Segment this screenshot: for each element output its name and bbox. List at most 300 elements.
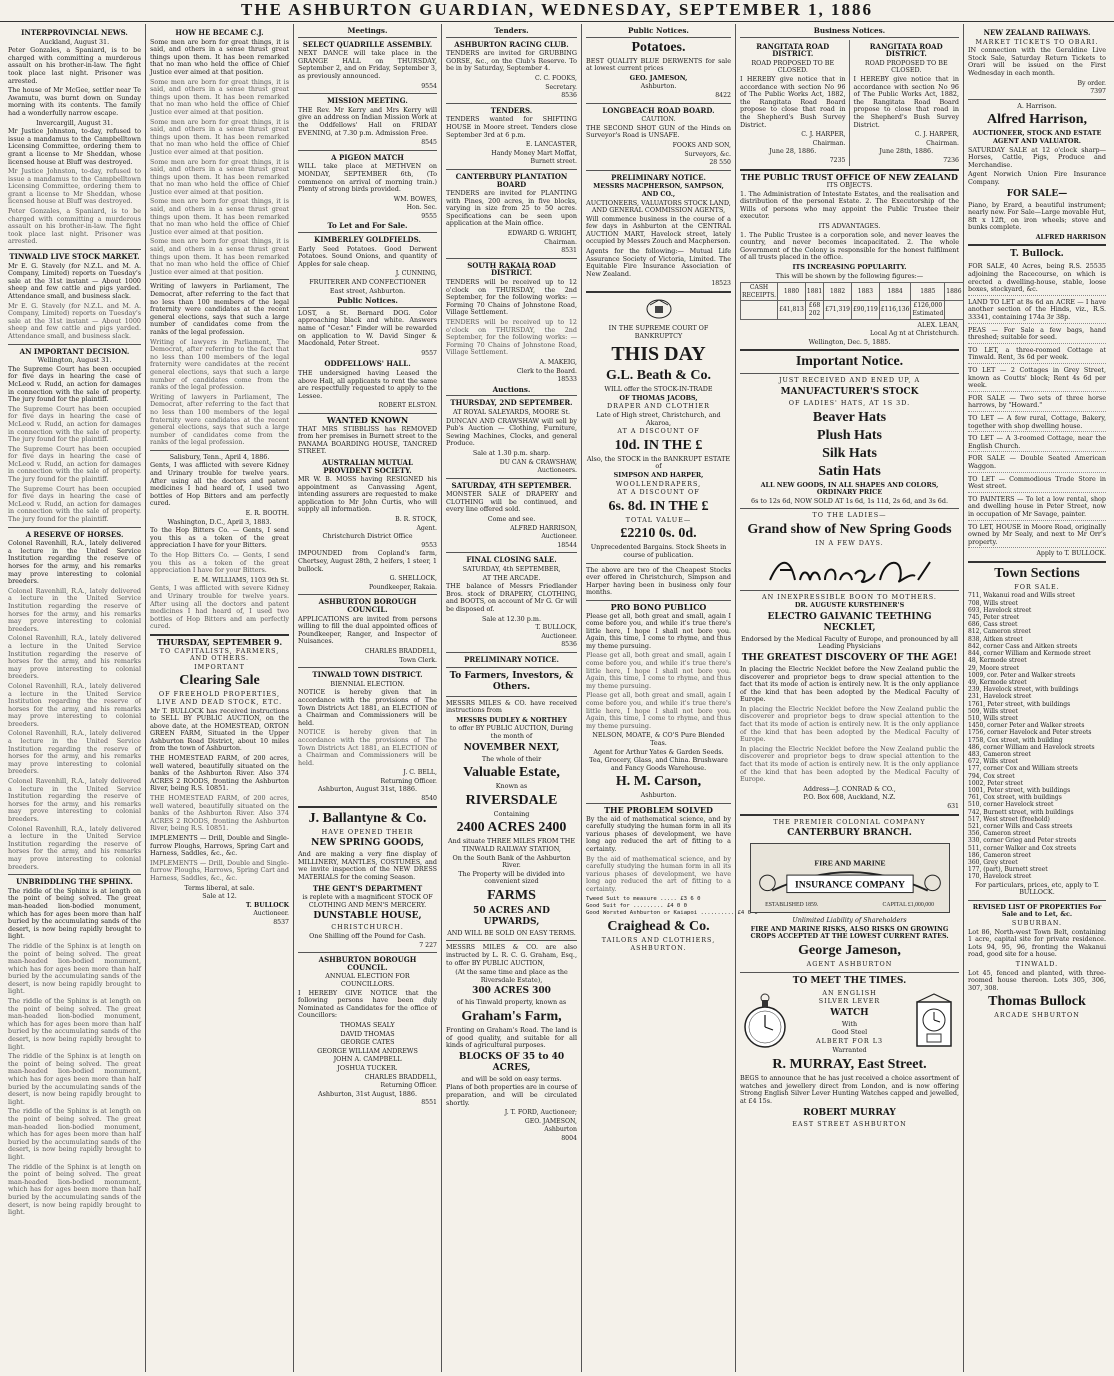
ad-text: WILL take place at METHVEN on MONDAY, SEPTEMBER 6th, (To commence on arrival of morning train.) Plenty of strong birds provided. xyxy=(298,162,437,194)
ad-subtitle: ROAD PROPOSED TO BE CLOSED. xyxy=(864,58,948,75)
ad-heading-murray: R. MURRAY, East Street. xyxy=(772,1057,927,1073)
ad-heading: ELECTRO GALVANIC TEETHING NECKLET, xyxy=(767,611,932,633)
sale-text: Mr T. BULLOCK has received instructions to SELL BY PUBLIC AUCTION, on the above date, at the HOMESTEAD, ORTON GREEN FARM, Situated in the Upper Ashburton Road District, about 10 miles from the town of Ashburton. xyxy=(150,706,289,753)
section-list-item: 483, Cameron street xyxy=(968,750,1031,758)
ad-number: 7397 xyxy=(1090,88,1106,96)
ad-text: Containing xyxy=(493,809,530,818)
ad-signature: GEO. JAMESON, xyxy=(629,73,688,82)
ad-heading: ASHBURTON BOROUGH COUNCIL. xyxy=(318,955,417,972)
article-paragraph: Colonel Ravenhill, R.A., lately delivered a lecture in the United Service Institution regarding the reserve of horses for the army, and his remarks may prove interesting to colonial breeders. xyxy=(8,729,141,776)
ad-product: Plush Hats xyxy=(817,427,882,443)
ad-text: of his Tinwald property, known as xyxy=(456,998,567,1007)
ad-text: The Property will be divided into convenient sized xyxy=(458,869,565,886)
section-list-item: 511, corner Walker and Cox streets xyxy=(968,844,1077,852)
ad-signature: ROBERT ELSTON. xyxy=(378,402,437,410)
ad-signature: B. R. STOCK, xyxy=(395,516,437,524)
ad-subtitle: NEW SPRING GOODS, xyxy=(311,838,424,849)
ad-signature: Poundkeeper, Rakaia. xyxy=(368,583,437,591)
ad-address: ARCADE SHBURTON xyxy=(994,1011,1080,1020)
sale-items: THE HOMESTEAD FARM, of 200 acres, well watered, beautifully situated on the banks of the Ashburton River. Also 374 ACRES 2 ROODS, fronting the Ashburton River, being R.S. 10851. xyxy=(150,794,289,833)
ad-text: Good Steel xyxy=(831,1028,868,1037)
ad-text: TENDERS will be received up to 12 o'clock on THURSDAY, the 2nd September, for the following works: — Forming 70 Chains of Johnstone Road, Village Settlement. xyxy=(446,318,577,357)
article-paragraph: Mr E. G. Stavely (for N.Z.L. and M. A. Company, Limited) reports on Tuesday's sale at the 31st instant — About 1000 sheep and few cattle and pigs yarded. Attendance small, and business slack. xyxy=(8,301,141,340)
column-3 xyxy=(294,24,442,1372)
ad-total: £2210 0s. 0d. xyxy=(620,526,697,542)
sale-terms: Terms liberal, at sale. xyxy=(184,883,255,892)
ad-heading: RANGITATA ROAD DISTRICT. xyxy=(869,41,943,59)
section-list-item: 517, West street (freehold) xyxy=(968,815,1050,823)
ad-heading: To Farmers, Investors, & Others. xyxy=(449,670,574,692)
ad-text: Early Seed Potatoes. Good Derwent Potatoes. Sound Onions, and quantity of Apples for sale cheap. xyxy=(298,244,437,268)
ad-text: AND WILL BE SOLD ON EASY TERMS. xyxy=(447,928,576,937)
ad-signature: EDWARD G. WRIGHT, xyxy=(507,230,577,238)
sale-time: Sale at 12. xyxy=(202,892,237,901)
ad-subtitle: AT THE ARCADE. xyxy=(482,573,541,582)
ad-subtitle: DR. AUGUSTE KURSTEINER'S xyxy=(794,601,905,610)
section-list-item: 356, Cameron street xyxy=(968,830,1031,838)
ad-subtitle: AGENT ASHBURTON xyxy=(806,959,893,968)
article-paragraph: The riddle of the Sphinx is at length on the point of being solved. The great man-headed lion-bodied monument, which has for ages been more than half buried by the accumulating sands of the desert, is now being rapidly brought to light. xyxy=(8,1052,141,1106)
ad-signature: Chairman. xyxy=(544,238,577,246)
column-7 xyxy=(964,24,1110,1372)
article-paragraph: The Supreme Court has been occupied for five days in hearing the case of McLeod v. Rudd, an action for damages in connection with the sale of property. The jury found for the plaintiff. xyxy=(8,364,141,404)
ad-signature: J. CUNNING, xyxy=(395,270,437,278)
ad-subtitle: IN A FEW DAYS. xyxy=(815,538,884,547)
ad-subtitle: ROAD PROPOSED TO BE CLOSED. xyxy=(751,58,835,75)
article-paragraph: The riddle of the Sphinx is at length on the point of being solved. The great man-headed lion-bodied monument, which has for ages been more than half buried by the accumulating sands of the desert, is now being rapidly brought to light. xyxy=(8,1107,141,1161)
article-paragraph: Colonel Ravenhill, R.A., lately delivered a lecture in the United Service Institution regarding the reserve of horses for the army, and his remarks may prove interesting to colonial breeders. xyxy=(8,586,141,633)
ad-signature: Apply to T. BULLOCK. xyxy=(1036,550,1106,558)
ad-number: 9555 xyxy=(421,212,437,220)
ad-subtitle: FOR SALE. xyxy=(1014,582,1060,591)
ad-heading-carson: H. M. Carson, xyxy=(615,774,702,790)
ad-signature: Handy Money Mart Moffat, xyxy=(491,149,577,157)
ad-text: By the aid of mathematical science, and by carefully studying the human form in all its various phases of development, we have long ago reduced the art of fitting to a certainty. xyxy=(586,854,731,893)
ad-text: is replete with a magnificent STOCK OF CLOTHING AND MEN'S MERCERY. xyxy=(302,893,433,909)
ad-subtitle: TOTAL VALUE— xyxy=(625,515,692,524)
ad-signature: Returning Officer. xyxy=(380,1082,437,1090)
column-2 xyxy=(146,24,294,1372)
ad-signature: C. J. HARPER, xyxy=(914,131,959,139)
ad-text: And are making a very fine display of MILLINERY, MANTLES, COSTUMES, and we invite inspection of the NEW DRESS MATERIALS for the coming Season. xyxy=(298,850,437,882)
ad-heading: AUSTRALIAN MUTUAL PROVIDENT SOCIETY. xyxy=(322,457,413,475)
ad-subtitle: TINWALD. xyxy=(1015,959,1059,968)
article-paragraph: Colonel Ravenhill, R.A., lately delivered a lecture in the United Service Institution regarding the reserve of horses for the army, and his remarks may prove interesting to colonial breeders. xyxy=(8,777,141,823)
receipts-table xyxy=(740,282,964,319)
table-cell: 1880 xyxy=(778,283,806,301)
testimonial-signature: E. R. BOOTH. xyxy=(245,510,289,518)
ad-subtitle: JUST RECEIVED AND ENED UP, A xyxy=(778,376,921,385)
ad-heading: THIS DAY xyxy=(611,343,706,366)
ad-text: THE SECOND SHOT GUN of the Hinds on Surveyor's Road is UNSAFE. xyxy=(586,123,731,140)
ad-text: MESSRS MILES & CO. are also instructed by L. R. C. G. Graham, Esq., to offer BY PUBLIC AUCTION, xyxy=(446,943,577,967)
article-paragraph: Writing of lawyers in Parliament, The Democrat, after referring to the fact that no less than 100 members of the legal fraternity were candidates at the recent general elections, says that such a large number of candidates come from the ranks of the legal profession. xyxy=(150,282,289,336)
insurance-emblem-icon xyxy=(750,843,950,913)
article-paragraph: The riddle of the Sphinx is at length on the point of being solved. The great man-headed lion-bodied monument, which has for ages been more than half buried by the accumulating sands of the desert, is now being rapidly brought to light. xyxy=(8,886,141,941)
column-5 xyxy=(582,24,758,1372)
ad-heading: A PIGEON MATCH xyxy=(331,152,404,162)
ad-address: EAST STREET ASHBURTON xyxy=(792,1119,907,1128)
ad-subtitle: MARKET TICKETS TO OBARI. xyxy=(975,37,1099,46)
ad-number: 9553 xyxy=(421,541,437,549)
ad-signature: J. T. FORD, Auctioneer; xyxy=(504,1109,577,1117)
candidate-name: JOSHUA TUCKER. xyxy=(337,1063,398,1072)
ad-date: Ashburton, August 31st, 1886. xyxy=(317,785,418,794)
section-list-item: 29, Moore street xyxy=(968,664,1020,672)
ad-time: Sale at 1.30 p.m. sharp. xyxy=(472,448,551,457)
section-list-item: 745, Peter street xyxy=(968,614,1020,622)
ad-text: 1. The Public Trustee is a corporation sole, and never leaves the country, and never becomes incapacitated. 2. The whole Government of the Colony is responsible for the honest fulfilment of all trusts placed in the office. xyxy=(740,230,959,262)
ad-text: The above are two of the Cheapest Stocks ever offered in Christchurch, Simpson and Harper having been in business only four months. xyxy=(586,565,731,597)
article-paragraph: The Supreme Court has been occupied for five days in hearing the case of McLeod v. Rudd, an action for damages in connection with the sale of property. The jury found for the plaintiff. xyxy=(8,444,141,484)
ad-text: Late of High street, Christchurch, and Akaroa, xyxy=(596,411,721,427)
ad-heading: Graham's Farm, xyxy=(461,1009,562,1025)
ad-text: In placing the Electric Necklet before the New Zealand public the discoverer and proprietor begs to draw special attention to the fact that its mode of action is entirely new. It is the only appliance of the kind that has been adopted by the Medical Faculty of Europe. xyxy=(740,704,959,744)
ad-text: MONSTER SALE of DRAPERY and CLOTHING will be continued, and every line offered sold. xyxy=(446,490,577,514)
ad-text: SATURDAY SALE at 12 o'clock sharp—Horses, Cattle, Pigs, Produce and Merchandise. xyxy=(968,145,1106,169)
ad-number: 8536 xyxy=(561,641,577,649)
ad-heading: Potatoes. xyxy=(631,39,686,55)
ad-signature: WM. BOWES, xyxy=(393,195,437,203)
dateline: Auckland, August 31. xyxy=(39,37,110,46)
ad-signature: A. MAKEIG, xyxy=(539,358,577,366)
ad-text: THE undersigned having Leased the above Hall, all applicants to rent the same are respectfully requested to apply to the Lessee. xyxy=(298,368,437,400)
table-cell: £90,119 xyxy=(851,301,879,319)
ad-text: Endorsed by the Medical Faculty of Europe, and pronounced by all Leading Physicians xyxy=(740,634,959,651)
newspaper-page xyxy=(4,24,1110,1372)
ad-text: Tea, Grocery, Glass, and China. Brushware and Fancy Goods Warehouse. xyxy=(589,756,728,772)
ad-price-list: Tweed Suit to measure ..... £3 6 0 Good Suit for ......... £4 0 0 Good Worsted Ashburton or Kaiapoi .......... £4 0 0 xyxy=(586,895,758,916)
ad-text: Also, the STOCK in the BANKRUPT ESTATE of xyxy=(586,454,731,471)
ad-heading: ODDFELLOWS' HALL. xyxy=(324,359,411,369)
section-list-item: 686, Cass street xyxy=(968,621,1018,629)
ad-subtitle: BIENNIAL ELECTION. xyxy=(330,679,405,688)
section-list-item: 1450, corner Peter and Walker streets xyxy=(968,722,1085,730)
clock-icon xyxy=(909,992,959,1052)
ad-text: to offer BY PUBLIC AUCTION, During the month of xyxy=(449,724,574,740)
section-list-item: 360, Grey street xyxy=(968,858,1018,866)
listing-item: PEAS — For Sale a few bags, hand threshed; suitable for seed. xyxy=(968,326,1106,344)
ad-heading: FINAL CLOSING SALE. xyxy=(466,555,557,565)
ad-signature: C. J. HARPER, xyxy=(801,131,846,139)
sections-list xyxy=(968,592,1106,880)
listing-item: TO LET — Commodious Trade Store in West street. xyxy=(968,475,1106,493)
ad-signature: ALFRED HARRISON, xyxy=(510,524,577,532)
ad-text: One Shilling off the Pound for Cash. xyxy=(309,932,426,940)
column-1 xyxy=(4,24,146,1372)
ad-address: Ashburton. xyxy=(640,82,677,91)
article-paragraph: Colonel Ravenhill, R.A., lately delivered a lecture in the United Service Institution regarding the reserve of horses for the army, and his remarks may prove interesting to colonial breeders. xyxy=(8,681,141,728)
emblem-text-est: ESTABLISHED 1859. xyxy=(764,902,818,909)
ad-text: Agent Norwich Union Fire Insurance Company. xyxy=(968,170,1106,186)
article-paragraph: The house of Mr McGee, settler near Te Awamutu, was burnt down on Sunday morning with its contents. The family had a wonderfully narrow escape. xyxy=(8,86,141,117)
emblem-text-company: INSURANCE COMPANY xyxy=(794,879,905,891)
ad-text: I HEREBY GIVE NOTICE that the following persons have been duly Nominated as Candidates for the office of Councillors: xyxy=(298,988,437,1020)
ad-text: BEST QUALITY BLUE DERWENTS for sale at lowest current prices xyxy=(586,56,731,73)
ad-date: June 28, 1886. xyxy=(769,147,817,156)
ad-product: Beaver Hats xyxy=(812,409,887,425)
table-cell: 1885 xyxy=(911,283,945,301)
ad-text: NEXT DANCE will take place in the GRANGE HALL on THURSDAY, September 2, and on Friday, September 3, as previously announced. xyxy=(298,49,437,80)
ad-subtitle: MANUFACTURER'S STOCK xyxy=(780,386,919,397)
ad-text: 1. The Administration of Intestate Estates, and the realisation and distribution of the personal Estate. 2. The Executorship of the Wills of persons who may appoint the Public Trustee their executor. xyxy=(740,189,959,221)
article-paragraph: Mr Justice Johnston, to-day, refused to issue a mandamus to the Campbelltown Licensing Committee, ordering them to grant a license to Mr Sheddan, whose licensed house at Bluff was destroyed. xyxy=(8,167,141,206)
ad-text: TENDERS will be received up to 12 o'clock on THURSDAY, the 2nd September, for the following works: — Forming 70 Chains of Johnstone Road, Village Settlement. xyxy=(446,278,577,317)
ad-number: 8536 xyxy=(561,92,577,100)
column-4 xyxy=(442,24,582,1372)
ad-text: In placing the Electric Necklet before the New Zealand public the discoverer and proprietor begs to draw special attention to the fact that its mode of action is entirely new. It is the only appliance of the kind that has been adopted by the Medical Faculty of Europe. xyxy=(740,744,959,784)
ad-signature: Ashburton xyxy=(544,1126,577,1134)
section-list-item: 844, corner William and Kermode street xyxy=(968,650,1091,658)
ad-heading: SELECT QUADRILLE ASSEMBLY. xyxy=(302,39,433,49)
article-paragraph: Some men are born for great things, it is said, and others in a sense thrust great things upon them. It has been remarked that no man who held the office of Chief Justice ever aimed at that position. xyxy=(150,77,289,116)
ad-signature: E. LANCASTER, xyxy=(525,141,577,149)
ad-subtitle: SILVER LEVER xyxy=(818,997,881,1006)
testimonial-text: To the Hop Bitters Co. — Gents, I send you this as a token of the great appreciation I have for your Bitters. xyxy=(150,526,289,550)
ad-text: I HEREBY give notice that in accordance with section No 96 of The Public Works Act, 1882, the Rangitata Road Board propose to close that road in the Shepherd's Bush Survey District. xyxy=(740,74,846,129)
section-public: Public Notices. xyxy=(298,296,437,308)
ad-heading: THE PUBLIC TRUST OFFICE OF NEW ZEALAND xyxy=(741,171,958,182)
dateline: Invercargill, August 31. xyxy=(36,118,113,127)
ad-subtitle: FRUITERER AND CONFECTIONER xyxy=(309,278,426,287)
article-paragraph: Some men are born for great things, it is said, and others in a sense thrust great things upon them. It has been remarked that no man who held the office of Chief Justice ever aimed at that position. xyxy=(150,197,289,236)
ad-text: THAT MRS STIBBLISS has REMOVED from her premises in Burnett street to the PANAMA BOARDING HOUSE, TANCRED STREET. xyxy=(298,424,437,456)
article-paragraph: Writing of lawyers in Parliament, The Democrat, after referring to the fact that no less than 100 members of the legal fraternity were candidates at the recent general elections, says that such a large number of candidates come from the ranks of the legal profession. xyxy=(150,392,289,447)
ad-number: 7235 xyxy=(829,156,846,164)
ad-subtitle: HAVE OPENED THEIR xyxy=(321,827,414,836)
ad-text: NOTICE is hereby given that in accordance with the provisions of The Town Districts Act 1881, an ELECTION of a Chairman and Commissioners will be held. xyxy=(298,688,437,727)
ad-address: ASHBURTON. xyxy=(630,944,687,953)
ad-heading: FOR SALE— xyxy=(1006,188,1068,199)
section-list-item: 510, corner Havelock street xyxy=(968,801,1054,809)
ad-subtitle: ITS INCREASING POPULARITY. xyxy=(792,263,907,272)
ad-subtitle: AN INEXPRESSIBLE BOON TO MOTHERS. xyxy=(762,592,937,601)
section-list-item: 1758, Cox street, with building xyxy=(968,736,1063,744)
section-list-item: 170, Havelock street xyxy=(968,873,1032,881)
ad-text: Known as xyxy=(495,782,528,791)
ad-number: 8545 xyxy=(421,139,437,147)
ad-subtitle: ITS ADVANTAGES. xyxy=(818,222,881,231)
ad-subtitle: MESSRS DUDLEY & NORTHEY xyxy=(456,715,567,724)
ad-text: Agent for Arthur Yates & Garden Seeds. xyxy=(593,747,724,756)
article-paragraph: Peter Gonzales, a Spaniard, is to be charged with committing a murderous assault on his brother-in-law. The fight took place last night. Prisoner was arrested. xyxy=(8,207,141,246)
ad-address: Ashburton. xyxy=(640,791,677,800)
ad-signature: GEO. JAMESON, xyxy=(524,1117,577,1125)
ad-text: WILL offer the STOCK-IN-TRADE xyxy=(604,385,713,394)
section-list-item: 177, corner Cox and William streets xyxy=(968,765,1078,773)
ad-heading: SATURDAY, 4TH SEPTEMBER. xyxy=(451,480,572,490)
ad-address: Burnett street. xyxy=(530,158,577,166)
heading-horses: A RESERVE OF HORSES. xyxy=(25,529,124,539)
table-cell: £68 202 xyxy=(805,301,823,319)
ad-signature: ALFRED HARRISON xyxy=(1035,233,1106,241)
section-list-item: 1756, corner Havelock and Peter streets xyxy=(968,729,1092,737)
table-row xyxy=(741,301,964,319)
ad-product: Silk Hats xyxy=(822,445,877,461)
ad-text: THE Rev. Mr Kerry and Mrs Kerry will give an address on Indian Mission Work at the Oddfellows' Hall on FRIDAY EVENING, at 7.30 p.m. Admission Free. xyxy=(298,105,437,137)
article-paragraph: Writing of lawyers in Parliament, The Democrat, after referring to the fact that no less than 100 members of the legal fraternity were candidates at the recent general elections, says that such a large number of candidates come from the ranks of the legal profession. xyxy=(150,337,289,392)
article-paragraph: Some men are born for great things, it is said, and others in a sense thrust great things upon them. It has been remarked that no man who held the office of Chief Justice ever aimed at that position. xyxy=(150,237,289,276)
ad-number: 7 227 xyxy=(419,941,437,949)
ad-number: 8531 xyxy=(561,247,577,255)
ad-heading: THE PROBLEM SOLVED xyxy=(604,804,713,815)
ad-number: 9554 xyxy=(421,82,437,90)
ad-heading: PRELIMINARY NOTICE. xyxy=(464,654,559,664)
ad-date: June 28th, 1886. xyxy=(879,147,934,156)
candidate-name: DAVID THOMAS xyxy=(340,1029,395,1038)
ad-text: In placing the Electric Necklet before the New Zealand public the discoverer and proprietor begs to draw special attention to the fact that its mode of action is entirely new. It is the only appliance of the kind that has been adopted by the Medical Faculty of Europe. xyxy=(740,664,959,704)
ad-subtitle: IN THE SUPREME COURT OF BANKRUPTCY xyxy=(608,324,709,340)
ad-heading: THE GREATEST DISCOVERY OF THE AGE! xyxy=(741,652,958,663)
ad-text: By the aid of mathematical science, and by carefully studying the human form in all its various phases of development, we have long ago reduced the art of fitting to a certainty. xyxy=(586,814,731,853)
ad-text: Unlimited Liability of Shareholders xyxy=(792,916,907,925)
section-meetings: Meetings. xyxy=(298,26,437,38)
article-paragraph: Colonel Ravenhill, R.A., lately delivered a lecture in the United Service Institution regarding the reserve of horses for the army, and his remarks may prove interesting to colonial breeders. xyxy=(8,539,141,586)
ad-number: 28 550 xyxy=(709,159,731,167)
section-list-item: 239, Havelock street, with buildings xyxy=(968,686,1079,694)
ad-heading: CANTERBURY PLANTATION BOARD xyxy=(455,171,568,189)
ad-text: I HEREBY give notice that in accordance with section No 96 of The Public Works Act, 1882, the Rangitata Road Board propose to close that road in the Shepherd's Bush Survey District. xyxy=(853,74,959,129)
ad-heading: TO MEET THE TIMES. xyxy=(792,975,907,986)
ad-subtitle: ITS OBJECTS. xyxy=(826,181,873,190)
ad-heading: FARMS xyxy=(487,887,536,903)
ad-heading-harrison: Alfred Harrison, xyxy=(986,112,1088,128)
ad-signature: Auctioneer. xyxy=(541,632,577,640)
table-cell: £116,136 xyxy=(879,301,911,319)
ad-heading: ASHBURTON BOROUGH COUNCIL. xyxy=(318,597,417,614)
section-list-item: 711, Wakanui road and Wills street xyxy=(968,592,1075,600)
ad-signature: T. BULLOCK, xyxy=(535,624,577,632)
section-list-item: 1002, Peter street xyxy=(968,779,1024,787)
candidate-name: GEORGE CATES xyxy=(340,1038,395,1047)
section-business: Business Notices. xyxy=(740,26,959,38)
ad-text: On the South Bank of the Ashburton River. xyxy=(452,853,571,870)
ad-signature: G. SHELLOCK, xyxy=(389,575,437,583)
section-list-item: 48, Kermode street xyxy=(968,657,1027,665)
ad-subtitle: OF THOMAS JACOBS, xyxy=(619,393,698,402)
ad-text: APPLICATIONS are invited from persons willing to fill the dual appointed offices of Poundkeeper, Ranger, and Inspector of Nuisances. xyxy=(298,614,437,646)
ad-text: For particulars, prices, etc, apply to T. BULLOCK. xyxy=(975,880,1099,897)
section-list-item: 1001, Peter street, with buildings xyxy=(968,786,1071,794)
article-paragraph: Peter Gonzales, a Spaniard, is to be charged with committing a murderous assault on his brother-in-law. The fight took place last night. Prisoner was arrested. xyxy=(8,46,141,85)
ad-subtitle: THE PREMIER COLONIAL COMPANY xyxy=(773,817,926,826)
ad-signature: Auctioneers. xyxy=(537,467,577,475)
ad-heading: Important Notice. xyxy=(795,354,904,370)
ad-signature: By order. xyxy=(1077,79,1106,87)
section-list-item: 177, (part), Burnett street xyxy=(968,866,1048,874)
listing-item: TO LET — A few rural, Cottage, Bakery, together with shop dwelling house. xyxy=(968,414,1106,432)
article-paragraph: The Supreme Court has been occupied for five days in hearing the case of McLeod v. Rudd, an action for damages in connection with the sale of property. The jury found for the plaintiff. xyxy=(8,404,141,444)
section-list-item: 708, Wills street xyxy=(968,599,1018,607)
candidate-name: JOHN A. CAMPBELL xyxy=(333,1055,402,1064)
ad-number: 18544 xyxy=(557,541,577,549)
heading-sphinx: UNBRIDDLING THE SPHINX. xyxy=(16,877,133,887)
article-paragraph: Some men are born for great things, it is said, and others in a sense thrust great things upon them. It has been remarked that no man who held the office of Chief Justice ever aimed at that position. xyxy=(150,37,289,76)
ad-date: Wellington, Dec. 5, 1885. xyxy=(808,337,891,346)
ad-subtitle: AT A DISCOUNT OF xyxy=(617,427,700,436)
listing-item: FOR SALE, 40 Acres, being R.S. 25535 adjoining the Racecourse, on which is erected a dwelling-house, stable, loose boxes, stockyard, &c. xyxy=(968,262,1106,295)
ad-heading: 2400 ACRES 2400 xyxy=(456,820,567,836)
ad-signature: C. C. FOOKS, xyxy=(535,74,577,82)
ad-text: Will commence business in the course of a few days in Ashburton at the CENTRAL AUCTION MART, Havelock street, lately occupied by Messrs Zouch and Macpherson. xyxy=(586,214,731,246)
ad-signature: ALEX. LEAN, xyxy=(917,321,959,329)
section-list-item: 509, Wills street xyxy=(968,707,1018,715)
article-paragraph: Mr Justice Johnston, to-day, refused to issue a mandamus to the Campbelltown Licensing Committee, ordering them to grant a license to Mr Sheddan, whose licensed house at Bluff was destroyed. xyxy=(8,127,141,166)
section-list-item: 521, corner Wills and Cass streets xyxy=(968,822,1073,830)
table-cell: CASH RECEIPTS. xyxy=(741,283,778,301)
ad-signature: Agent. xyxy=(416,524,437,532)
ad-text: Piano, by Erard, a beautiful instrument; nearly new. For Sale—Large movable Hut, 8ft x 12ft, on iron wheels; stove and bunks complete. xyxy=(968,200,1106,232)
ad-number: 7236 xyxy=(943,156,959,164)
candidate-name: GEORGE WILLIAM ANDREWS xyxy=(317,1046,418,1055)
ad-discount: 6s. 8d. IN THE £ xyxy=(608,498,709,514)
table-cell: 1881 xyxy=(805,283,823,301)
ad-subtitle: AT A DISCOUNT OF xyxy=(617,488,700,497)
ad-heading: NEW ZEALAND RAILWAYS. xyxy=(983,28,1091,37)
article-paragraph: Colonel Ravenhill, R.A., lately delivered a lecture in the United Service Institution regarding the reserve of horses for the army, and his remarks may prove interesting to colonial breeders. xyxy=(8,634,141,681)
heading-decision: AN IMPORTANT DECISION. xyxy=(19,346,130,356)
ad-text: ALL NEW GOODS, IN ALL SHAPES AND COLORS, ORDINARY PRICE xyxy=(760,480,939,497)
section-list-item: 838, Aitken street xyxy=(968,635,1023,643)
ad-text: IN connection with the Geraldine Live Stock Sale, Saturday Return Tickets to Orari will be issued on the First Wednesday in each month. xyxy=(968,46,1106,77)
ad-subtitle: SUBURBAN. xyxy=(1011,918,1063,927)
section-tenders: Tenders. xyxy=(446,26,577,38)
ad-address: P.O. Box 608, Auckland, N.Z. xyxy=(803,793,896,802)
section-list-item: 842, corner Cass and Aitken streets xyxy=(968,642,1078,650)
ad-number: 8004 xyxy=(561,1134,577,1142)
ad-text: NELSON, MOATE, & CO'S Pure Blended Teas. xyxy=(592,731,725,747)
ad-signature: J. C. BELL, xyxy=(403,769,437,777)
ad-text: 6s to 12s 6d, NOW SOLD AT 1s 6d, 1s 11d, 2s 6d, and 3s 6d. xyxy=(751,496,948,505)
ad-subtitle: AUCTIONEERS, VALUATORS STOCK LAND, AND GENERAL COMMISSION AGENTS, xyxy=(586,198,731,215)
section-list-item: 1761, Peter street, with buildings xyxy=(968,700,1071,708)
ad-signature: Auctioneer. xyxy=(541,533,577,541)
listing-item: FOR SALE — Two sets of three horse harrows, by "Howard." xyxy=(968,394,1106,412)
listing-item: TO LET — 2 Cottages in Grey Street, known as Coutts' block; Rent 4s 6d per week. xyxy=(968,366,1106,392)
ad-subtitle: MESSRS MACPHERSON, SAMPSON, AND CO., xyxy=(593,182,724,198)
ad-text: NOTICE is hereby given that in accordance with the provisions of The Town Districts Act 1881, an ELECTION of a Chairman and Commissioners will be held. xyxy=(298,728,437,767)
article-paragraph: Colonel Ravenhill, R.A., lately delivered a lecture in the United Service Institution regarding the reserve of horses for the army, and his remarks may prove interesting to colonial breeders. xyxy=(8,824,141,871)
ad-text: BEGS to announce that he has just received a choice assortment of watches and jewellery direct from London, and is now offering Strong English Silver Lever Hunting Watches capped and jewelled, at £4 15s. xyxy=(740,1074,959,1105)
table-cell: 1886 xyxy=(945,283,963,301)
ad-address: Address—J. CONRAD & CO., xyxy=(803,784,896,793)
ad-heading-beath: G.L. Beath & Co. xyxy=(606,368,711,384)
ad-text: Agents for the following:— Mutual Life Assurance Society of Victoria, Limited. The Equitable Fire Insurance Association of New Zealand. xyxy=(586,247,731,278)
ad-subtitle: OF LADIES' HATS, AT 1S 3D. xyxy=(788,398,911,407)
heading-interprovincial: INTERPROVINCIAL NEWS. xyxy=(21,28,128,37)
ad-signature: Town Clerk. xyxy=(399,656,437,664)
listing-item: TO LET — A 3-roomed Cottage, near the English Church. xyxy=(968,434,1106,452)
ad-signature: CHARLES BRADDELL, xyxy=(364,1073,437,1081)
ad-text: Warranted xyxy=(832,1045,867,1054)
listing-item: TO LET, HOUSE in Moore Road, originally owned by Mr Sealy, and next to Mr Orr's property. xyxy=(968,523,1106,549)
ad-heading-ballantyne: J. Ballantyne & Co. xyxy=(308,810,427,826)
ad-text: IMPOUNDED from Copland's farm, Chertsey, August 28th, 2 heifers, 1 steer, 1 bullock. xyxy=(298,549,437,573)
article-paragraph: The Supreme Court has been occupied for five days in hearing the case of McLeod v. Rudd, an action for damages in connection with the sale of property. The jury found for the plaintiff. xyxy=(8,484,141,524)
ad-text: MR W. B. MOSS having RESIGNED his appointment as Canvassing Agent, intending assurers are requested to make application to Mr John Curtis, who will supply all information. xyxy=(298,475,437,514)
section-list-item: 761, Cox street, with buildings xyxy=(968,794,1062,802)
ad-discount: 10d. IN THE £ xyxy=(614,437,703,453)
ad-heading: LONGBEACH ROAD BOARD. xyxy=(602,105,715,115)
ad-subtitle: CAUTION. xyxy=(641,115,676,124)
section-list-item: 186, Cameron street xyxy=(968,851,1031,859)
ad-number: 8551 xyxy=(421,1099,437,1107)
ad-text: With xyxy=(841,1019,858,1028)
sale-items: THE HOMESTEAD FARM, of 200 acres, well watered, beautifully situated on the banks of the Ashburton River. Also 374 ACRES 2 ROODS, fronting the Ashburton River, being R.S. 10851. xyxy=(150,754,289,793)
ad-heading: KIMBERLEY GOLDFIELDS. xyxy=(314,235,421,245)
ad-time: Sale at 12.30 p.m. xyxy=(482,614,541,623)
dateline: Wellington, August 31. xyxy=(37,356,112,365)
